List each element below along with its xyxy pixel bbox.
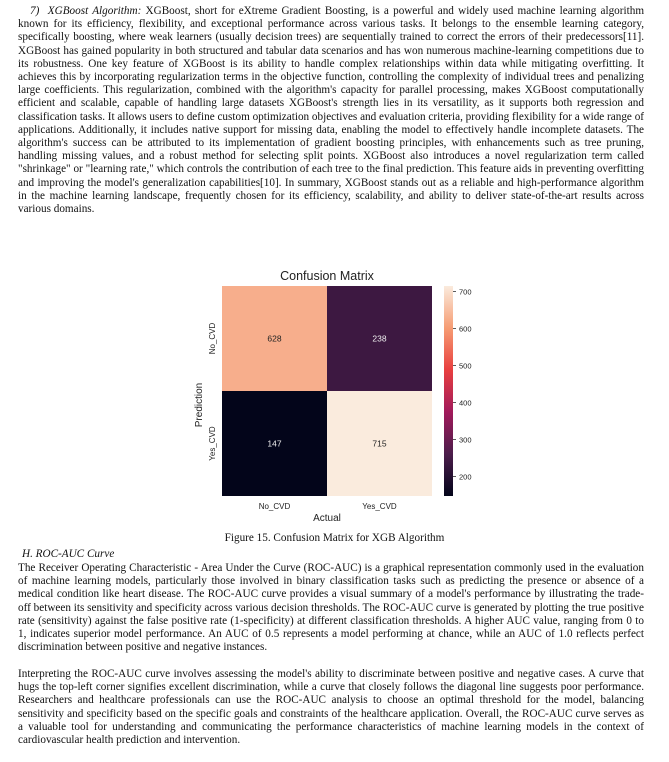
x-tick-label: No_CVD [258, 502, 291, 511]
chart-title: Confusion Matrix [280, 269, 374, 283]
y-tick-label: No_CVD [208, 322, 217, 355]
y-tick-label: Yes_CVD [208, 426, 217, 461]
y-axis-label: Prediction [194, 382, 205, 428]
colorbar-tick-label: 200 [459, 472, 472, 482]
roc-paragraph-1: The Receiver Operating Characteristic - Area Under the Curve (ROC-AUC) is a graphical representation commonly used in the evaluation of machine learning models, particularly those involved in binary classification tasks such as predicting the presence or absence of a medical condition like heart disease. The ROC-AUC curve provides a visual summary of a model's performance by illustrating the trade-off between its sensitivity and specificity across various decision thresholds. The ROC-AUC curve is generated by plotting the true positive rate (sensitivity) against the false positive rate (1-specificity) at different classification thresholds. A higher AUC value, ranging from 0 to 1, indicates superior model performance. An AUC of 0.5 represents a model performing at chance, while an AUC of 1.0 reflects perfect discrimination between positive and negative instances. [18, 562, 644, 654]
colorbar-tick-label: 600 [459, 324, 472, 334]
y-tick-labels [208, 323, 217, 461]
xgboost-body: XGBoost, short for eXtreme Gradient Boosting, is a powerful and widely used machine learning algorithm known for its efficiency, flexibility, and exceptional performance across various tasks. It belongs to the ensemble learning category, specifically boosting, where weak learners (usually decision trees) are sequentially trained to correct the errors of their predecessors[11]. XGBoost has gained popularity in both structured and tabular data scenarios and has won numerous machine-learning competitions due to its robustness. One key feature of XGBoost is its ability to handle complex relationships within data while mitigating overfitting. It achieves this by incorporating regularization terms in the objective function, controlling the complexity of individual trees and penalizing large coefficients. This regularization, combined with the algorithm's capacity for parallel processing, makes XGBoost computationally efficient and scalable, capable of handling large datasets XGBoost's strength lies in its versatility, as it supports both regression and classification tasks. It allows users to define custom optimization objectives and evaluation criteria, providing flexibility for a wide range of applications. Additionally, it includes native support for missing data, enabling the model to effectively handle incomplete datasets. The algorithm's success can be attributed to its implementation of gradient boosting principles, with enhancements such as tree pruning, handling missing values, and a robust method for selecting split points. XGBoost also introduces a novel regularization term called "shrinkage" or "learning rate," which controls the contribution of each tree to the final prediction. This feature aids in preventing overfitting and improving the model's generalization capabilities[10]. In summary, XGBoost stands out as a reliable and high-performance algorithm in the machine learning landscape, frequently chosen for its efficiency, scalability, and ability to deliver state-of-the-art results across various domains. [18, 5, 645, 216]
heatmap-cell-label: 238 [372, 333, 387, 344]
colorbar-tick-label: 300 [459, 435, 472, 445]
colorbar-tick-label: 400 [459, 398, 472, 408]
x-tick-labels [259, 502, 397, 511]
heatmap-cell-label: 628 [267, 333, 282, 344]
heatmap-cell-label: 147 [267, 438, 282, 449]
confusion-matrix-chart [186, 268, 486, 523]
x-tick-label: Yes_CVD [362, 502, 397, 511]
colorbar [444, 286, 453, 496]
colorbar-ticks [453, 288, 472, 482]
item-title: XGBoost Algorithm: [47, 5, 142, 17]
figure-caption: Figure 15. Confusion Matrix for XGB Algorithm [224, 532, 445, 544]
colorbar-tick-label: 500 [459, 361, 472, 371]
section-heading: H. ROC-AUC Curve [22, 548, 115, 560]
heatmap-cell-label: 715 [372, 438, 387, 449]
colorbar-tick-label: 700 [459, 287, 472, 297]
xgboost-paragraph [18, 5, 644, 216]
x-axis-label: Actual [313, 513, 341, 523]
roc-paragraph-2: Interpreting the ROC-AUC curve involves assessing the model's ability to discriminate between positive and negative cases. A curve that hugs the top-left corner signifies excellent discrimination, while a curve that closely follows the diagonal line suggests poor performance. Researchers and healthcare professionals can use the ROC-AUC analysis to choose an optimal threshold for the model, balancing sensitivity and specificity based on the specific goals and constraints of the healthcare application. Overall, the ROC-AUC curve serves as a valuable tool for understanding and communicating the performance characteristics of machine learning models in the context of cardiovascular health prediction and intervention. [18, 668, 644, 747]
heatmap-cells [222, 286, 432, 496]
item-number: 7) [30, 5, 40, 17]
